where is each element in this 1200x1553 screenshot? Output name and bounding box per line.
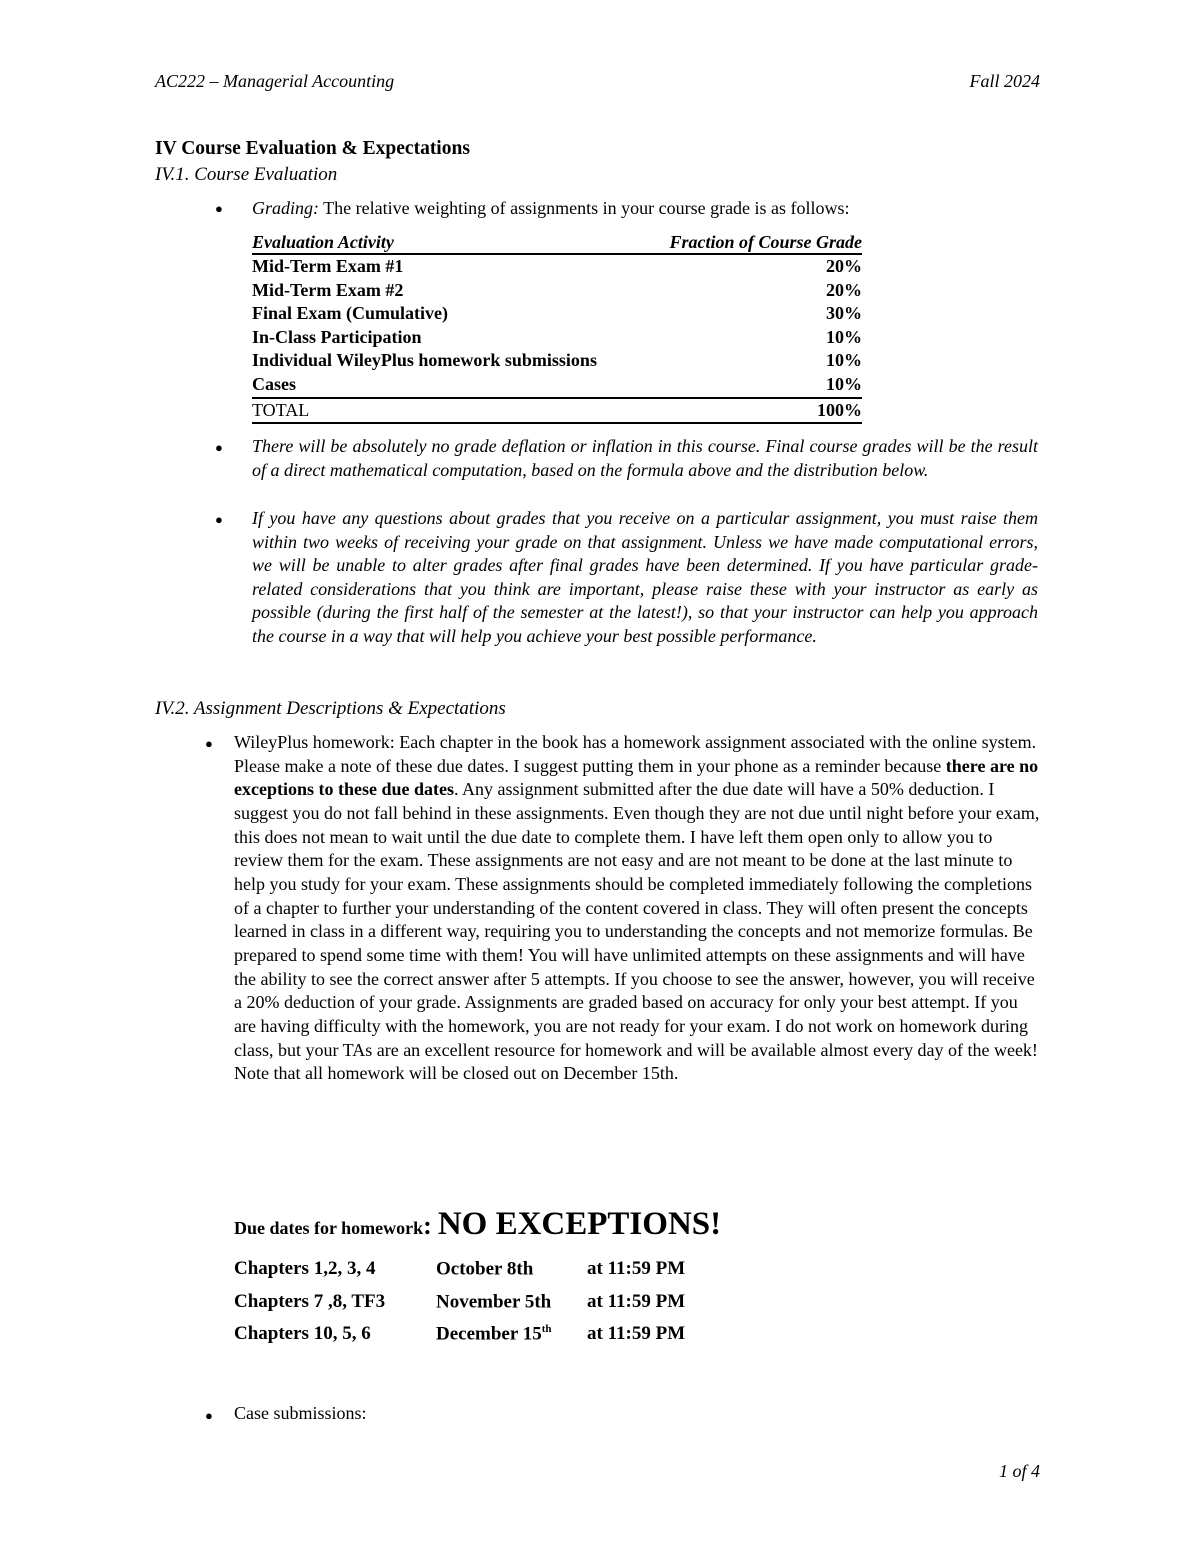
wileyplus-text-part2: . Any assignment submitted after the due date will have a 50% deduction. I suggest you do not fall behind in these assignments. Even though they are not due until night before your exam, this does not mean to wait until the due date to complete them. I have left them open only to allow you to review them for the exam. These assignments are not easy and are not meant to be done at the last minute to help you study for your exam. These assignments should be completed immediately following the completions of a chapter to further your understanding of the content covered in class. They will often present the concepts learned in class in a different way, requiring you to understanding the concepts and not memorize formulas. Be prepared to spend some time with them! You will have unlimited attempts on these assignments and will have the ability to see the correct answer after 5 attempts. If you choose to see the answer, however, you will receive a 20% deduction of your grade. Assignments are graded based on accuracy for only your best attempt. If you are having difficulty with the homework, you are not ready for your exam. I do not work on homework during class, but your TAs are an excellent resource for homework and will be available almost every day of the week! Note that all homework will be closed out on December 15th. xyxy=(234,779,1040,1084)
bullet-icon: ● xyxy=(205,1408,213,1423)
table-total-row xyxy=(252,399,862,425)
page-number: 1 of 4 xyxy=(998,1461,1040,1481)
activity-cell: In-Class Participation xyxy=(252,326,422,347)
due-chapters: Chapters 7 ,8, TF3 xyxy=(234,1291,386,1312)
bullet-icon: ● xyxy=(215,201,223,216)
fraction-cell: 10% xyxy=(826,326,862,347)
due-date xyxy=(436,1291,551,1313)
table-header-row xyxy=(252,231,862,255)
fraction-cell: 20% xyxy=(826,279,862,300)
grading-lead: Grading: xyxy=(252,198,319,218)
wileyplus-no-exceptions: there are no exceptions to these due dates xyxy=(234,755,1039,800)
due-time: at 11:59 PM xyxy=(587,1258,686,1279)
fraction-cell: 20% xyxy=(826,256,862,276)
table-row xyxy=(252,349,862,373)
due-dates-label: Due dates for homework xyxy=(234,1218,424,1238)
col-header-activity: Evaluation Activity xyxy=(252,232,394,252)
bullet-icon: ● xyxy=(215,512,223,527)
wileyplus-text-part1: WileyPlus homework: Each chapter in the book has a homework assignment associated with the online system. Please make a note of these due dates. I suggest putting them in your phone as a reminder because xyxy=(234,732,1037,776)
no-exceptions-banner: NO EXCEPTIONS! xyxy=(437,1206,722,1242)
due-date-text: November 5th xyxy=(436,1291,552,1313)
table-row xyxy=(252,255,862,279)
bullet-icon: ● xyxy=(205,736,213,751)
total-label: TOTAL xyxy=(252,399,310,420)
table-row xyxy=(252,302,862,326)
fraction-cell: 10% xyxy=(826,373,862,394)
due-chapters: Chapters 1,2, 3, 4 xyxy=(234,1258,376,1279)
activity-cell: Final Exam (Cumulative) xyxy=(252,303,448,324)
fraction-cell: 10% xyxy=(826,350,862,371)
due-date xyxy=(436,1323,551,1345)
due-dates-colon: : xyxy=(423,1211,432,1240)
subsection-title-assignments: IV.2. Assignment Descriptions & Expectations xyxy=(155,698,506,719)
due-dates-heading xyxy=(234,1206,721,1243)
due-time: at 11:59 PM xyxy=(587,1291,686,1312)
header-course-title: AC222 – Managerial Accounting xyxy=(155,71,395,91)
grade-weighting-table xyxy=(252,231,862,424)
due-date-text: October 8th xyxy=(436,1258,534,1280)
due-chapters: Chapters 10, 5, 6 xyxy=(234,1323,371,1344)
subsection-title-evaluation: IV.1. Course Evaluation xyxy=(155,164,338,185)
table-row xyxy=(252,373,862,399)
table-row xyxy=(252,279,862,303)
note-grade-deflation: There will be absolutely no grade deflation or inflation in this course. Final course grades will be the result of a direct mathematical computation, based on the formula above and the distribution below. xyxy=(252,436,1038,480)
due-date xyxy=(436,1258,533,1280)
grading-text: The relative weighting of assignments in your course grade is as follows: xyxy=(319,198,850,218)
grading-intro xyxy=(252,197,1038,221)
bullet-icon: ● xyxy=(215,440,223,455)
fraction-cell: 30% xyxy=(826,303,862,324)
due-date-text: December 15 xyxy=(436,1323,542,1345)
wileyplus-description xyxy=(234,731,1044,1086)
activity-cell: Cases xyxy=(252,373,296,394)
activity-cell: Mid-Term Exam #1 xyxy=(252,256,404,276)
col-header-fraction: Fraction of Course Grade xyxy=(669,232,862,252)
activity-cell: Individual WileyPlus homework submissions xyxy=(252,350,597,371)
case-submissions-label: Case submissions: xyxy=(234,1403,367,1423)
table-row xyxy=(252,326,862,350)
section-title: IV Course Evaluation & Expectations xyxy=(155,138,470,159)
total-value: 100% xyxy=(817,399,862,420)
due-date-sup: th xyxy=(541,1323,552,1335)
header-term: Fall 2024 xyxy=(969,71,1040,91)
note-grade-questions: If you have any questions about grades that you receive on a particular assignment, you must raise them within two weeks of receiving your grade on that assignment. Unless we have made computational errors, we will be unable to alter grades after final grades have been determined. If you have particular grade-related considerations that you think are important, please raise these with your instructor as early as possible (during the first half of the semester at the latest!), so that your instructor can help you approach the course in a way that will help you achieve your best possible performance. xyxy=(252,508,1038,646)
due-time: at 11:59 PM xyxy=(587,1323,686,1344)
activity-cell: Mid-Term Exam #2 xyxy=(252,279,404,300)
